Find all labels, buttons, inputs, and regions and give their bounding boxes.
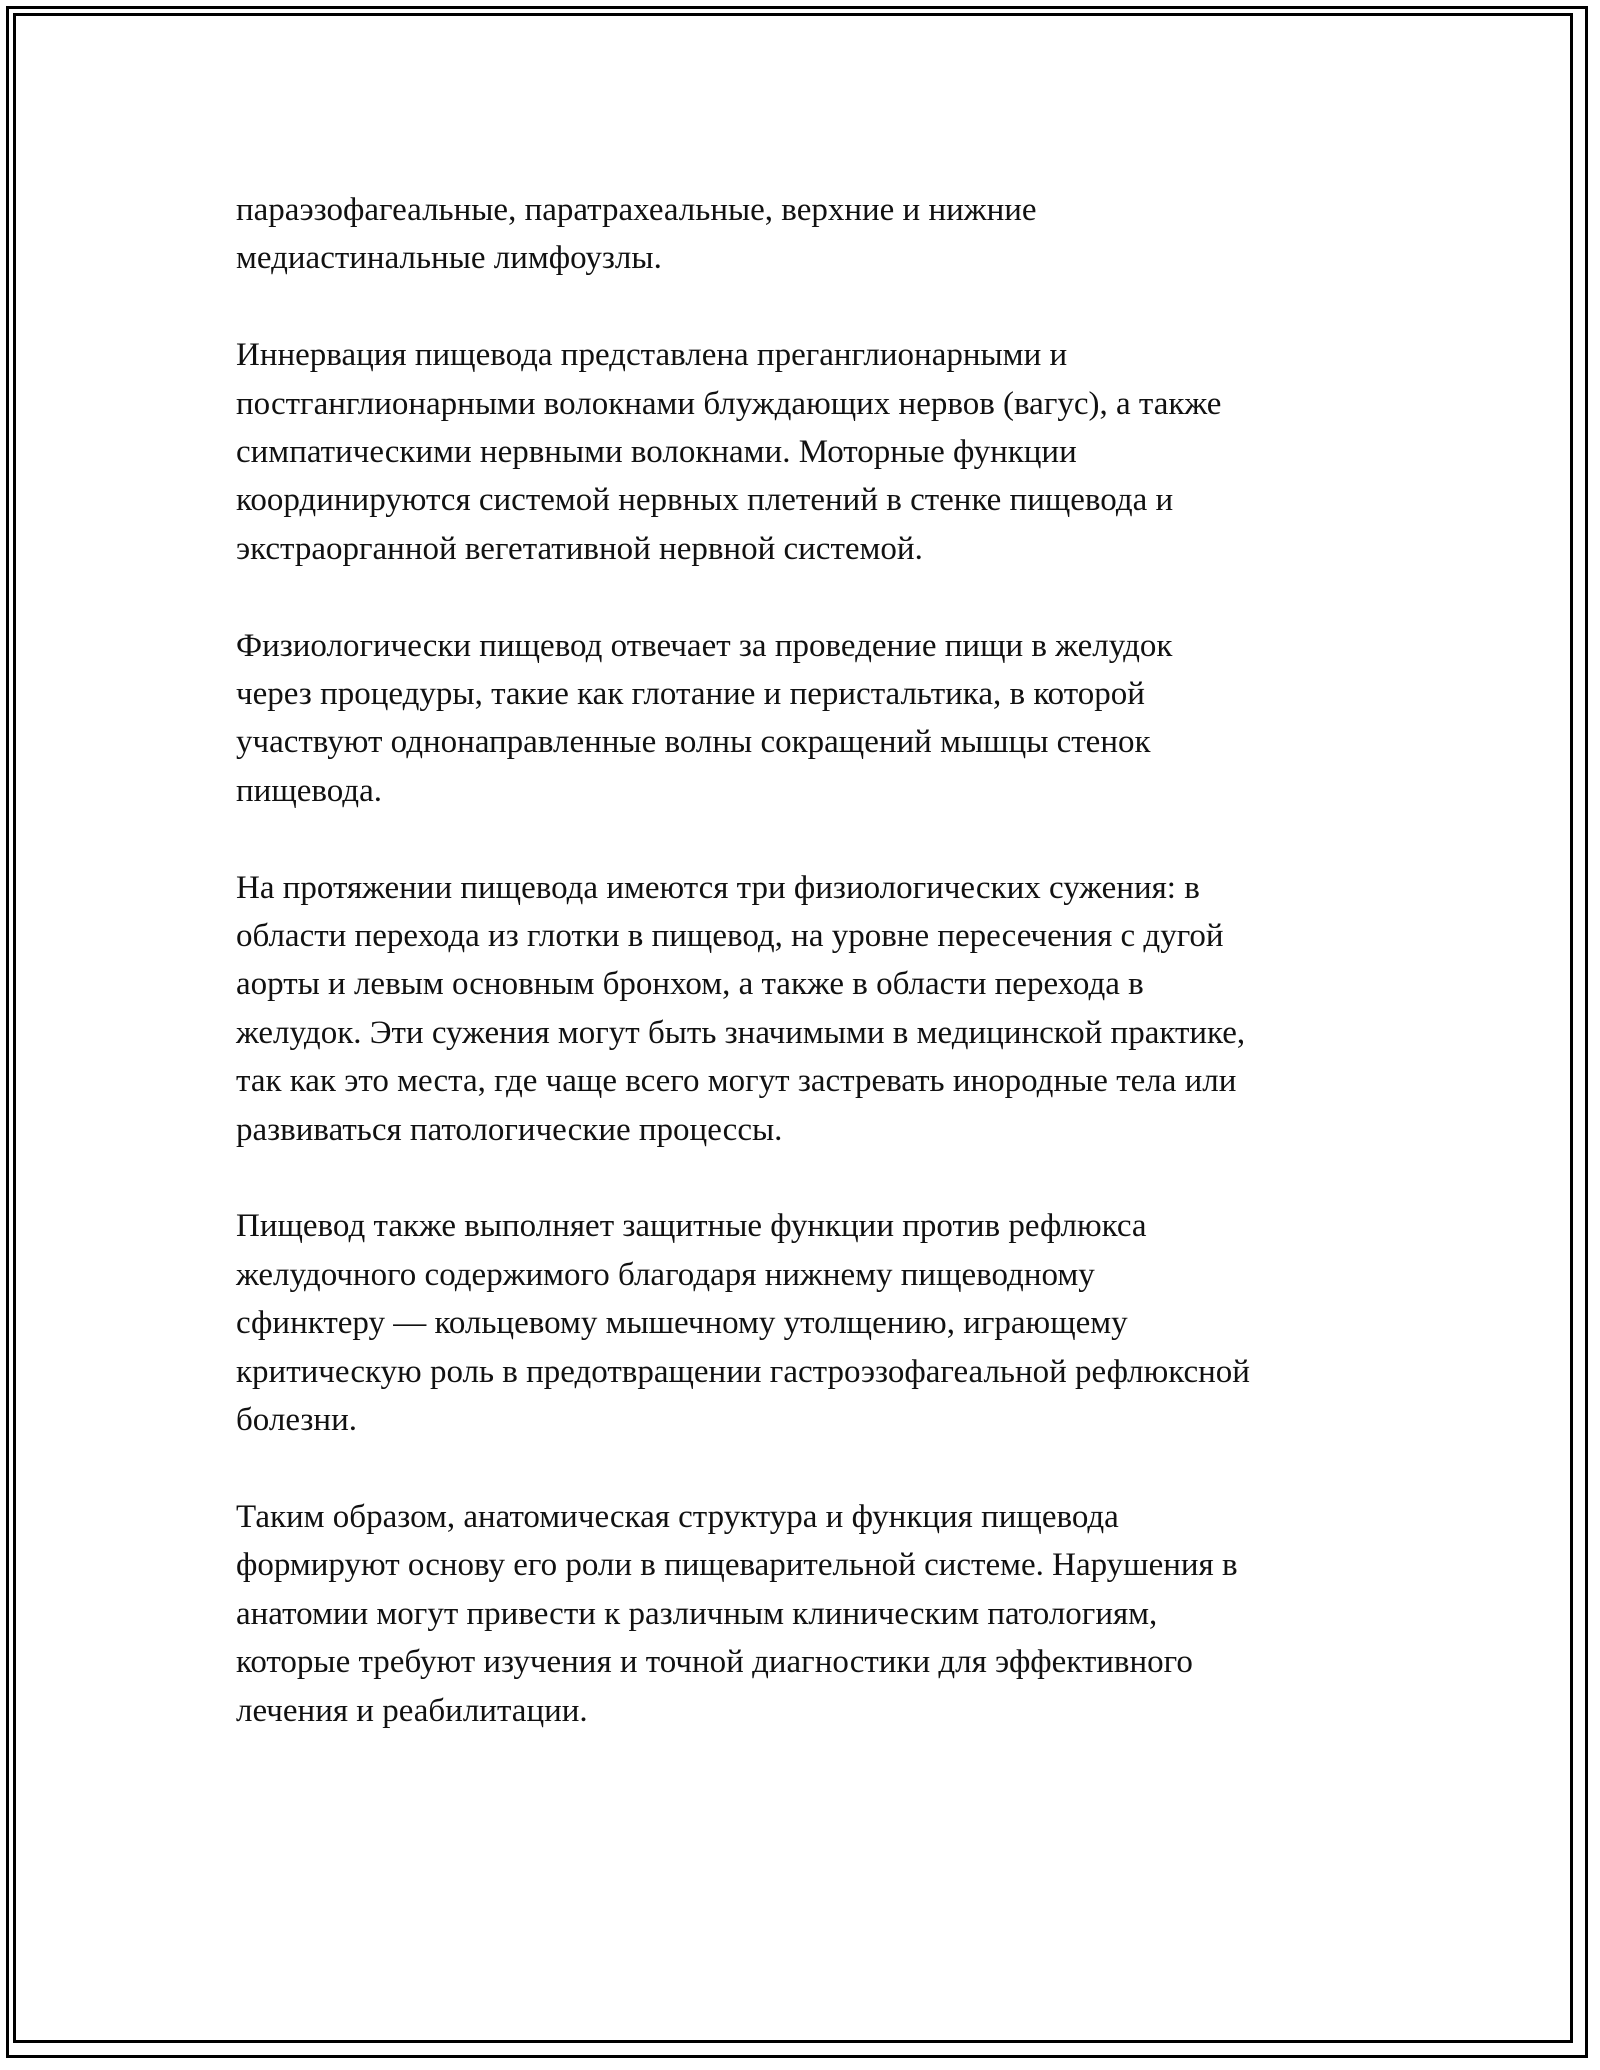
text-line: анатомии могут привести к различным клиническим патологиям, bbox=[236, 1595, 1158, 1632]
text-line: медиастинальные лимфоузлы. bbox=[236, 240, 662, 277]
text-line: Таким образом, анатомическая структура и функция пищевода bbox=[236, 1498, 1119, 1535]
text-line: На протяжении пищевода имеются три физиологических сужения: в bbox=[236, 869, 1200, 906]
document-body bbox=[236, 186, 1416, 1783]
paragraph-physiology bbox=[236, 622, 1416, 816]
text-line: развиваться патологические процессы. bbox=[236, 1111, 783, 1148]
text-line: критическую роль в предотвращении гастроэзофагеальной рефлюксной bbox=[236, 1353, 1250, 1390]
text-line: постганглионарными волокнами блуждающих нервов (вагус), а также bbox=[236, 385, 1222, 422]
text-line: которые требуют изучения и точной диагностики для эффективного bbox=[236, 1644, 1193, 1681]
text-line: аорты и левым основным бронхом, а также в области перехода в bbox=[236, 966, 1144, 1003]
text-line: экстраорганной вегетативной нервной системой. bbox=[236, 530, 923, 567]
text-line: болезни. bbox=[236, 1402, 357, 1439]
paragraph-protective-functions bbox=[236, 1202, 1416, 1444]
text-line: Иннервация пищевода представлена преганглионарными и bbox=[236, 337, 1068, 374]
text-line: Пищевод также выполняет защитные функции против рефлюкса bbox=[236, 1208, 1147, 1245]
text-line: координируются системой нервных плетений в стенке пищевода и bbox=[236, 482, 1174, 519]
text-line: сфинктеру — кольцевому мышечному утолщению, играющему bbox=[236, 1305, 1128, 1342]
text-line: области перехода из глотки в пищевод, на уровне пересечения с дугой bbox=[236, 918, 1224, 955]
paragraph-constrictions bbox=[236, 864, 1416, 1154]
paragraph-lymph-nodes bbox=[236, 186, 1416, 283]
text-line: через процедуры, такие как глотание и перистальтика, в которой bbox=[236, 676, 1145, 713]
text-line: участвуют однонаправленные волны сокращений мышцы стенок bbox=[236, 724, 1151, 761]
text-line: лечения и реабилитации. bbox=[236, 1692, 588, 1729]
paragraph-conclusion bbox=[236, 1493, 1416, 1735]
text-line: желудок. Эти сужения могут быть значимыми в медицинской практике, bbox=[236, 1014, 1246, 1051]
paragraph-innervation bbox=[236, 331, 1416, 573]
text-line: так как это места, где чаще всего могут застревать инородные тела или bbox=[236, 1063, 1237, 1100]
text-line: симпатическими нервными волокнами. Моторные функции bbox=[236, 434, 1077, 471]
text-line: желудочного содержимого благодаря нижнему пищеводному bbox=[236, 1256, 1095, 1293]
text-line: формируют основу его роли в пищеварительной системе. Нарушения в bbox=[236, 1547, 1238, 1584]
text-line: пищевода. bbox=[236, 772, 382, 809]
text-line: параэзофагеальные, паратрахеальные, верхние и нижние bbox=[236, 192, 1037, 228]
text-line: Физиологически пищевод отвечает за проведение пищи в желудок bbox=[236, 627, 1173, 664]
